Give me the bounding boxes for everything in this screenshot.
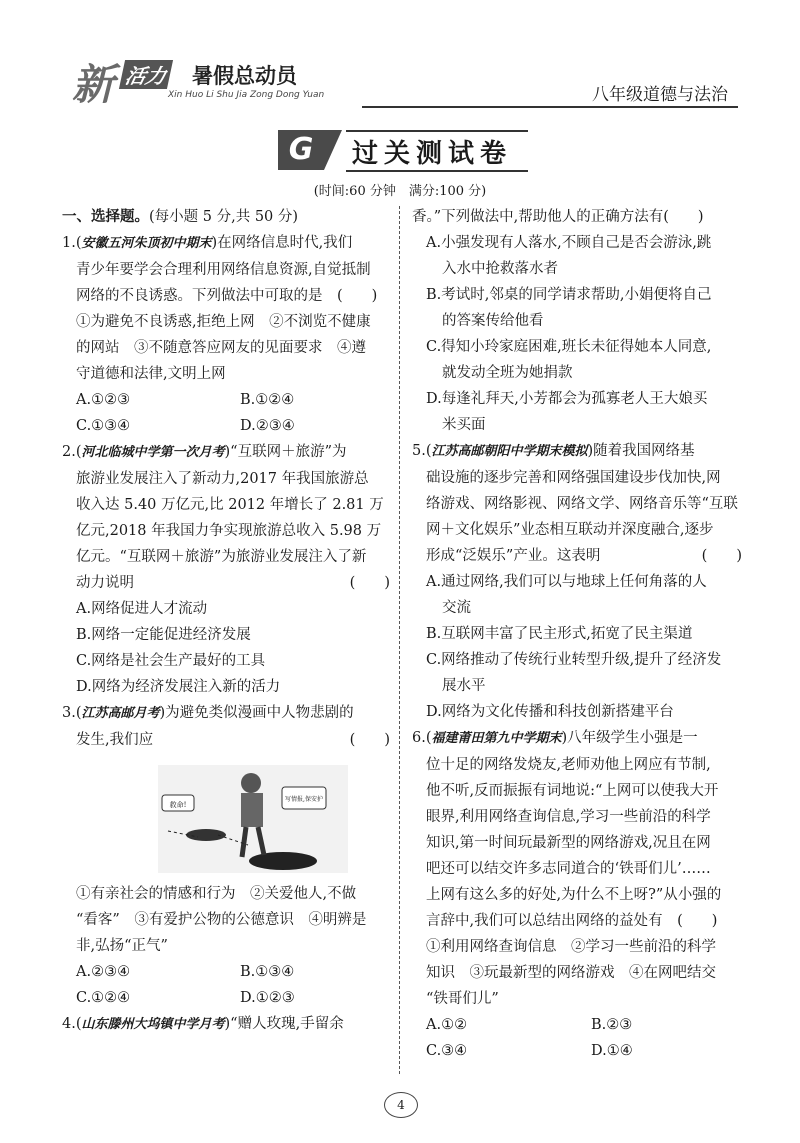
option-b: B.①③④ [240,964,295,980]
question-line [412,543,742,569]
section-title: 一、选择题。 [62,208,149,225]
option-a: A.①②③ [76,392,131,408]
option-a: A.②③④ [76,964,131,980]
logo-xin: 新 [72,60,113,109]
option-a: A.小强发现有人落水,不顾自己是否会游泳,跳 [426,235,712,251]
question-line: “铁哥们儿” [426,991,499,1007]
answer-bracket: ( ) [701,548,742,564]
page-header [62,48,738,110]
answer-bracket: ( ) [349,732,390,748]
question-text: 动力说明 [76,575,134,591]
option-d: D.②③④ [240,418,295,434]
question-source: 安徽五河朱顶初中期末 [81,236,212,251]
option-row [62,413,390,439]
question-line: ①为避免不良诱惑,拒绝上网 ②不浏览不健康 [76,314,371,330]
question-line: 的网站 ③不随意答应网友的见面要求 ④遵 [76,340,366,356]
section-heading [62,204,390,230]
question-line: “看客” ③有爱护公物的公德意识 ④明辨是 [76,912,367,928]
question-text: )为避免类似漫画中人物悲剧的 [159,705,354,721]
section-note: (每小题 5 分,共 50 分) [149,209,299,225]
question-line: 吧还可以结交许多志同道合的‘铁哥们儿’…… [426,861,711,877]
right-column [412,204,742,1064]
option-row [62,959,390,985]
question-text: )随着我国网络基 [587,443,695,459]
title-badge: G [278,130,324,170]
cartoon-illustration [158,765,348,873]
option-c: C.网络是社会生产最好的工具 [76,653,266,669]
question-4-start [62,1011,390,1038]
subject-label: 八年级道德与法治 [592,85,728,105]
question-line: 上网有这么多的好处,为什么不上呀?”从小强的 [426,887,722,903]
option-c-cont: 就发动全班为她捐款 [442,365,573,381]
question-text: 发生,我们应 [76,732,154,748]
hole-icon [186,829,226,841]
option-c: C.③④ [426,1043,468,1059]
question-line: 他不听,反而振振有词地说:“上网可以使我大开 [426,783,719,799]
option-b: B.②③ [591,1017,633,1033]
question-number: 4.( [62,1016,82,1032]
question-line: 位十足的网络发烧友,老师劝他上网应有节制, [426,757,711,773]
question-line [62,439,390,466]
question-line: ①利用网络查询信息 ②学习一些前沿的科学 [426,939,716,955]
question-line: 收入达 5.40 万亿元,比 2012 年增长了 2.81 万 [76,497,384,513]
person-head-icon [241,773,261,793]
question-number: 6.( [412,730,432,746]
option-row [62,985,390,1011]
question-5 [412,438,742,725]
title-text: 过关测试卷 [352,139,513,169]
question-line: 言辞中,我们可以总结出网络的益处有 ( ) [426,913,718,929]
question-line: 知识 ③玩最新型的网络游戏 ④在网吧结交 [426,965,716,981]
question-line: 守道德和法律,文明上网 [76,366,226,382]
question-line: 础设施的逐步完善和网络强国建设步伐加快,网 [426,470,721,486]
question-line: 旅游业发展注入了新动力,2017 年我国旅游总 [76,471,369,487]
column-divider [399,206,400,1074]
option-b: B.考试时,邻桌的同学请求帮助,小娟便将自己 [426,287,712,303]
question-line: 青少年要学会合理利用网络信息资源,自觉抵制 [76,262,371,278]
question-3 [62,700,390,1011]
question-6 [412,725,742,1064]
option-row [412,1038,742,1064]
option-d: D.①④ [591,1043,633,1059]
option-c: C.①②④ [76,990,131,1006]
option-b: B.①②④ [240,392,295,408]
option-b: B.网络一定能促进经济发展 [76,627,251,643]
option-b: B.互联网丰富了民主形式,拓宽了民主渠道 [426,626,693,642]
question-source: 山东滕州大坞镇中学月考 [81,1017,225,1032]
question-line: ①有亲社会的情感和行为 ②关爱他人,不做 [76,886,357,902]
time-info: (时间:60 分钟 满分:100 分) [313,184,487,199]
question-number: 2.( [62,444,82,460]
question-1 [62,230,390,439]
option-d-cont: 米买面 [442,417,486,433]
question-line: 网＋文化娱乐”业态相互联动并深度融合,逐步 [426,522,714,538]
option-a: A.网络促进人才流动 [76,601,208,617]
question-4 [412,204,742,438]
question-number: 5.( [412,443,432,459]
manhole-icon [249,852,317,870]
question-line: 眼界,利用网络查询信息,学习一些前沿的科学 [426,809,711,825]
person-body-icon [241,793,263,827]
option-d: D.每逢礼拜天,小芳都会为孤寡老人王大娘买 [426,391,708,407]
question-line [412,725,742,752]
option-c-cont: 展水平 [442,678,486,694]
question-source: 福建莆田第九中学期末 [431,731,562,746]
question-line [62,727,390,753]
option-c: C.①③④ [76,418,131,434]
left-column [62,204,390,1038]
question-source: 河北临城中学第一次月考 [81,445,225,460]
question-line [62,230,390,257]
question-text: )八年级学生小强是一 [561,730,698,746]
question-2 [62,439,390,700]
question-text: 形成“泛娱乐”产业。这表明 [426,548,601,564]
test-title [270,128,528,172]
option-a-cont: 入水中抢救落水者 [442,261,558,277]
question-line: 香。”下列做法中,帮助他人的正确方法有( ) [412,209,704,225]
option-b-cont: 的答案传给他看 [442,313,544,329]
question-number: 1.( [62,235,82,251]
option-row [412,1012,742,1038]
option-a: A.①② [426,1017,468,1033]
option-a: A.通过网络,我们可以与地球上任何角落的人 [426,574,707,590]
question-line [62,570,390,596]
question-line: 亿元。“互联网＋旅游”为旅游业发展注入了新 [76,549,367,565]
logo-huoli: 活力 [119,60,173,89]
question-line [412,438,742,465]
question-source: 江苏高邮月考 [81,706,160,721]
option-row [62,387,390,413]
question-text: )“赠人玫瑰,手留余 [224,1016,344,1032]
option-d: D.①②③ [240,990,295,1006]
question-line: 亿元,2018 年我国力争实现旅游总收入 5.98 万 [76,523,382,539]
question-source: 江苏高邮朝阳中学期末模拟 [431,444,588,459]
question-text: )在网络信息时代,我们 [211,235,353,251]
question-text: )“互联网＋旅游”为 [224,444,347,460]
logo-title: 暑假总动员 [192,64,297,88]
bubble-right-text: 写情报,保安护 [285,796,323,803]
bubble-left-text: 救命! [169,801,187,809]
question-line: 络游戏、网络影视、网络文学、网络音乐等“互联 [426,496,738,512]
option-d: D.网络为经济发展注入新的活力 [76,679,281,695]
question-line: 非,弘扬“正气” [76,938,168,954]
question-line [62,700,390,727]
question-line: 知识,第一时间玩最新型的网络游戏,况且在网 [426,835,711,851]
header-rule [362,106,738,108]
option-a-cont: 交流 [442,600,471,616]
page-number: 4 [384,1092,418,1118]
option-d: D.网络为文化传播和科技创新搭建平台 [426,704,674,720]
logo-pinyin: Xin Huo Li Shu Jia Zong Dong Yuan [168,90,325,100]
question-number: 3.( [62,705,82,721]
question-line: 网络的不良诱惑。下列做法中可取的是 ( ) [76,288,378,304]
option-c: C.网络推动了传统行业转型升级,提升了经济发 [426,652,722,668]
answer-bracket: ( ) [349,575,390,591]
option-c: C.得知小玲家庭困难,班长未征得她本人同意, [426,339,712,355]
